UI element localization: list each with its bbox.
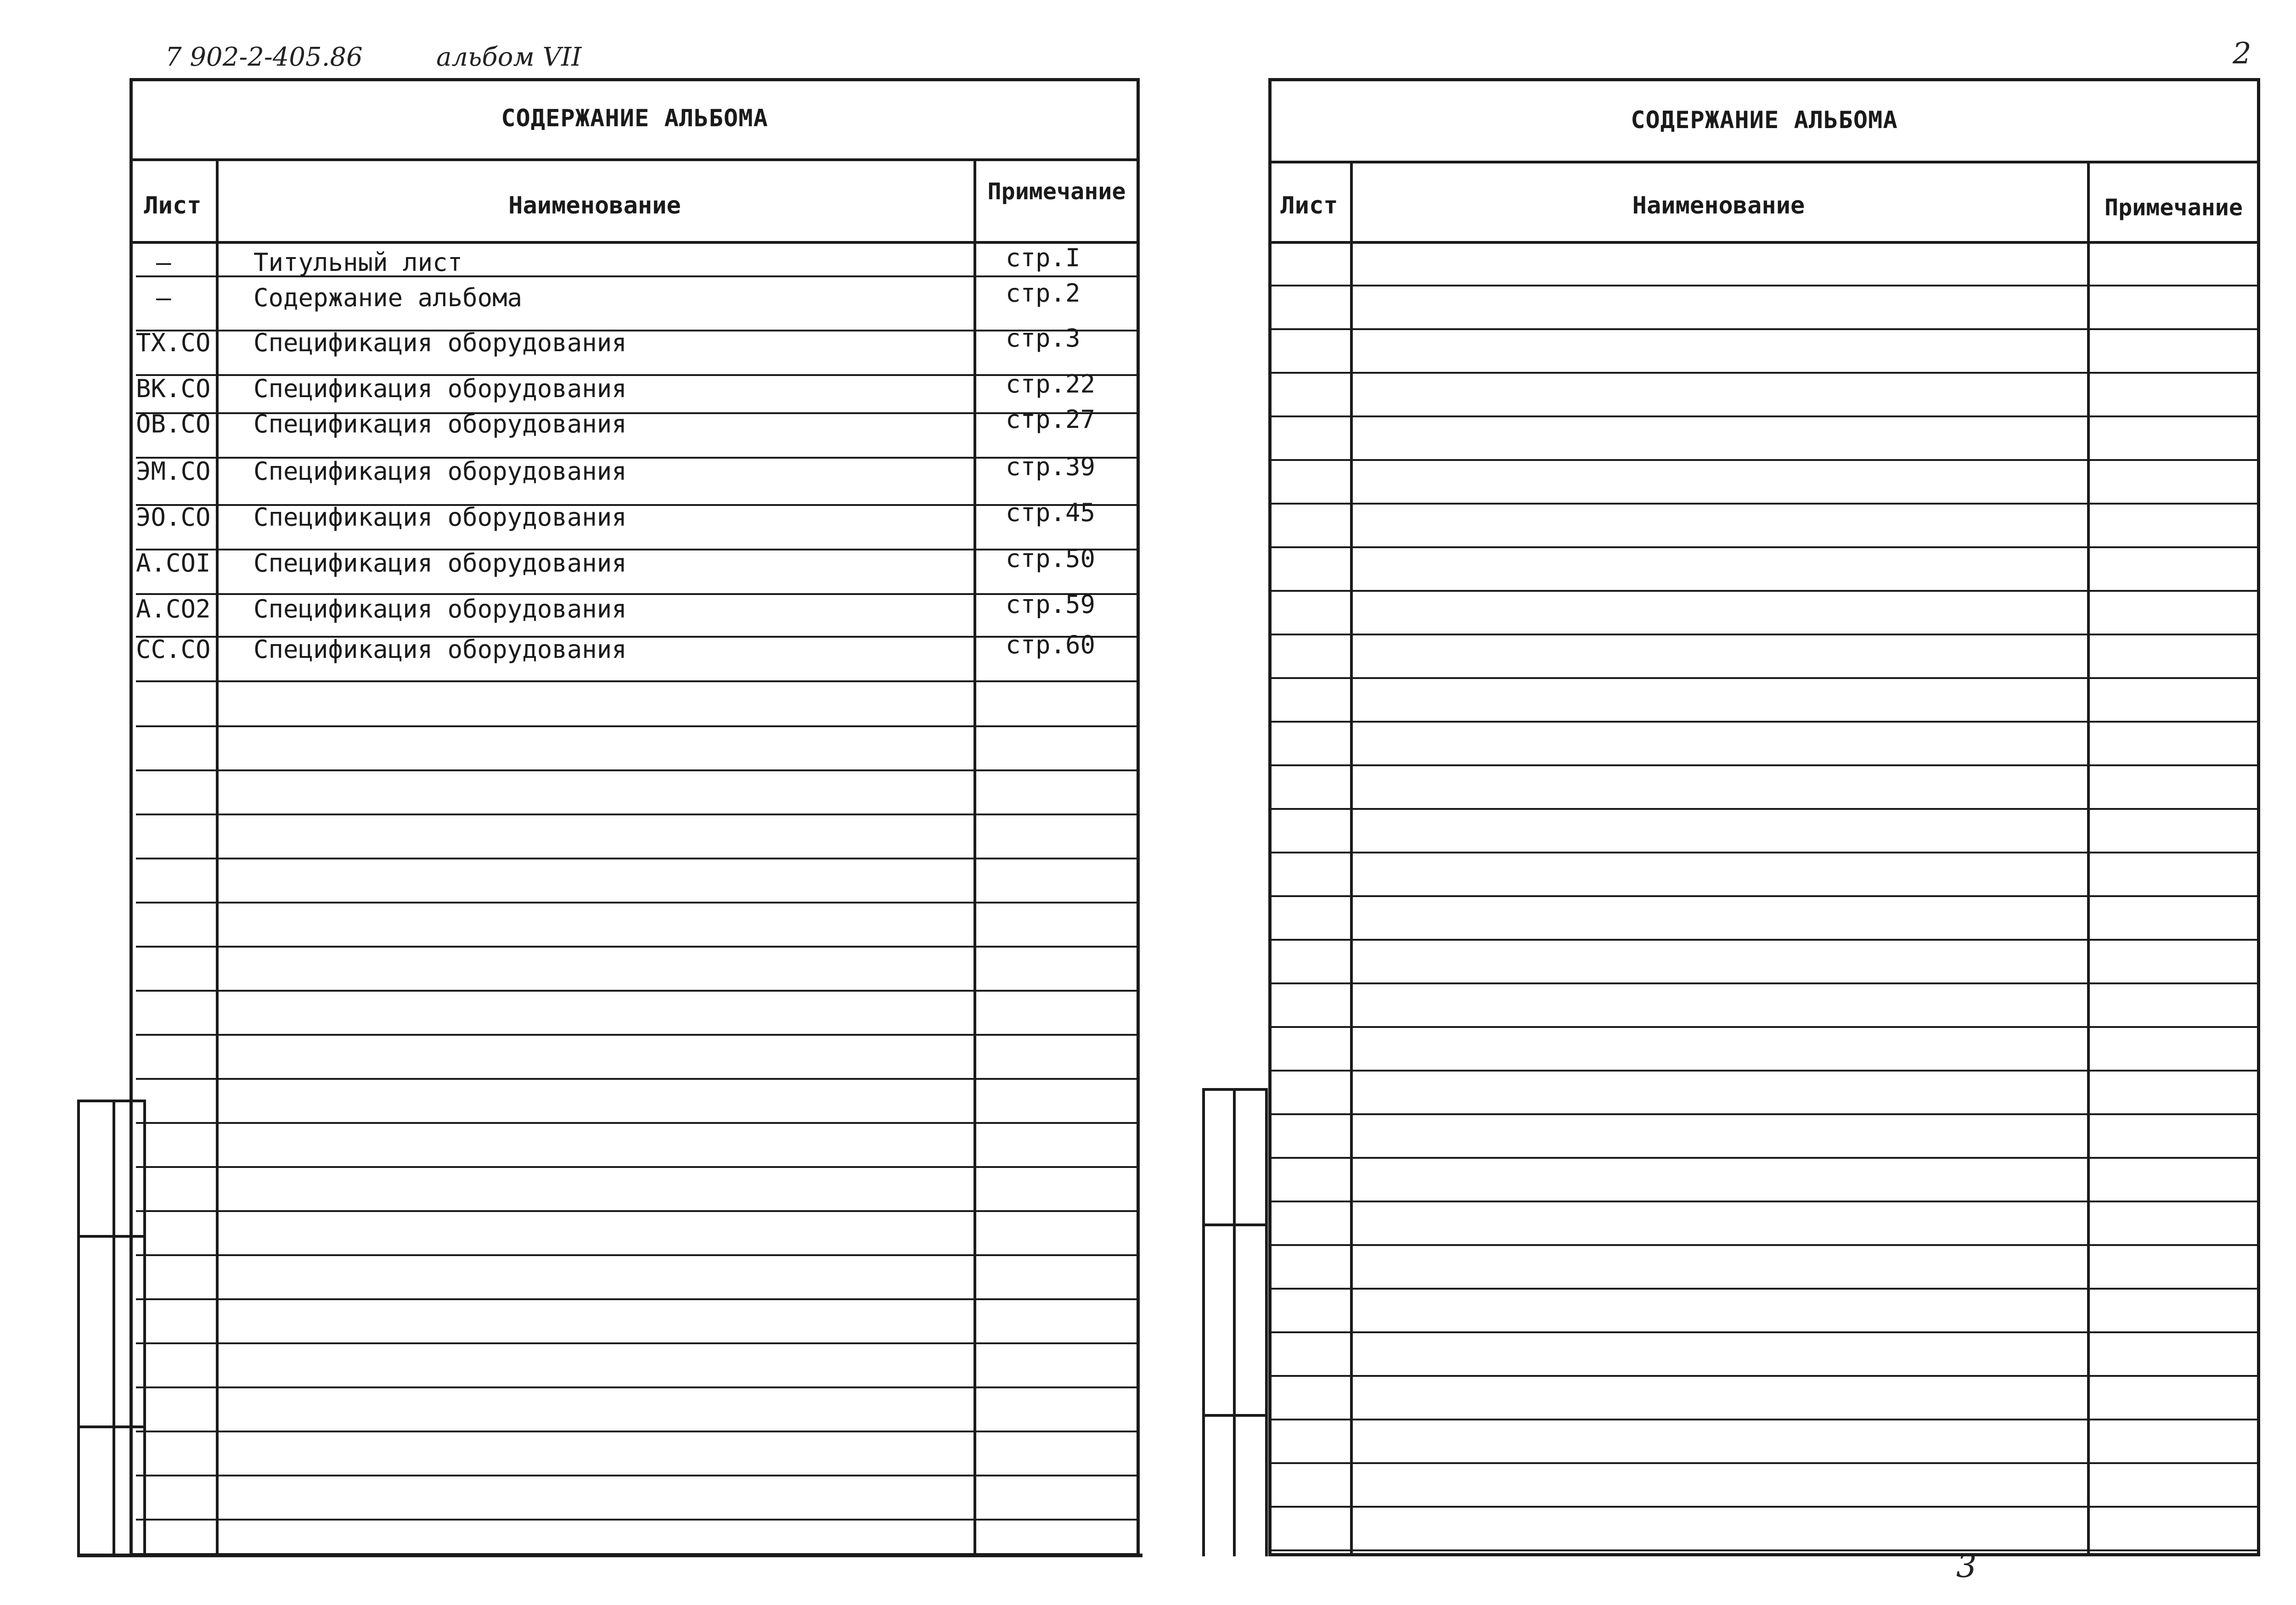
left-title-divider [129, 158, 1140, 161]
right-table-title: СОДЕРЖАНИЕ АЛЬБОМА [1631, 107, 1898, 134]
table-row-line [1268, 852, 2260, 853]
table-row-line [1268, 1549, 2260, 1551]
table-row-line [1268, 1506, 2260, 1508]
table-row-line [1268, 677, 2260, 679]
table-row-note: стр.3 [1006, 324, 1080, 353]
table-row-sheet: А.СО2 [136, 595, 211, 623]
table-row-line [136, 1386, 1140, 1388]
table-row-note: стр.50 [1006, 544, 1096, 573]
table-row-note: стр.45 [1006, 498, 1096, 527]
table-row-note: стр.39 [1006, 452, 1096, 481]
table-row-sheet: А.СОI [136, 549, 211, 578]
table-row-line [136, 1298, 1140, 1300]
table-row-line [136, 374, 1140, 376]
table-row-line [136, 814, 1140, 815]
table-row-line [1268, 1419, 2260, 1420]
table-row-name: Спецификация оборудования [253, 328, 627, 357]
right-col-header-name: Наименование [1632, 192, 1805, 219]
table-row-line [136, 504, 1140, 506]
left-col-header-name: Наименование [508, 192, 681, 219]
left-col-header-sheet: Лист [144, 192, 202, 219]
table-row-line [1268, 1462, 2260, 1464]
table-row-line [1268, 590, 2260, 592]
table-row-line [1268, 285, 2260, 286]
table-row-line [136, 1034, 1140, 1036]
table-row-name: Спецификация оборудования [253, 595, 627, 623]
table-row-line [1268, 1113, 2260, 1115]
table-row-line [136, 1122, 1140, 1124]
table-row-line [1268, 1244, 2260, 1246]
right-col-sep-2 [2087, 161, 2090, 1556]
table-row-line [1268, 808, 2260, 810]
table-row-line [1268, 372, 2260, 374]
table-row-line [1268, 939, 2260, 941]
table-row-line [136, 636, 1140, 638]
table-row-line [136, 593, 1140, 595]
page-number-bottom: 3 [1956, 1547, 1977, 1585]
right-col-header-sheet: Лист [1280, 192, 1338, 219]
table-row-line [1268, 1288, 2260, 1290]
table-row-sheet: ТХ.СО [136, 328, 211, 357]
table-row-line [1268, 1157, 2260, 1159]
page-number-top: 2 [2233, 37, 2251, 71]
table-row-sheet: – [156, 248, 171, 277]
table-row-line [136, 725, 1140, 727]
table-row-line [136, 412, 1140, 414]
table-row-line [136, 1078, 1140, 1080]
table-row-line [136, 1342, 1140, 1344]
table-row-note: стр.27 [1006, 405, 1096, 434]
table-row-line [136, 1475, 1140, 1476]
table-row-name: Спецификация оборудования [253, 549, 627, 578]
table-row-line [136, 946, 1140, 948]
table-row-sheet: СС.СО [136, 635, 211, 664]
table-row-line [1268, 415, 2260, 417]
table-row-line [1268, 721, 2260, 723]
table-row-note: стр.60 [1006, 630, 1096, 659]
table-row-line [136, 549, 1140, 550]
table-row-line [1268, 1201, 2260, 1202]
table-row-line [136, 858, 1140, 859]
right-col-header-note: Примечание [2104, 194, 2243, 221]
left-header-divider [129, 241, 1140, 244]
table-row-name: Спецификация оборудования [253, 410, 627, 438]
table-row-sheet: ОВ.СО [136, 410, 211, 438]
table-row-line [136, 1210, 1140, 1212]
left-col-header-note: Примечание [987, 178, 1126, 205]
table-row-name: Содержание альбома [253, 283, 523, 312]
table-row-line [1268, 1375, 2260, 1377]
table-row-sheet: ВК.СО [136, 374, 211, 403]
left-table-title: СОДЕРЖАНИЕ АЛЬБОМА [501, 105, 768, 132]
table-row-sheet: ЭО.СО [136, 503, 211, 532]
table-row-line [1268, 1331, 2260, 1333]
table-row-note: стр.22 [1006, 370, 1096, 398]
table-row-line [136, 769, 1140, 771]
table-row-sheet: – [156, 283, 171, 312]
table-row-line [136, 1254, 1140, 1256]
table-row-line [1268, 328, 2260, 330]
document-code: 7 902-2-405.86 [165, 42, 363, 72]
table-row-line [136, 1166, 1140, 1168]
table-row-name: Спецификация оборудования [253, 374, 627, 403]
table-row-note: стр.2 [1006, 279, 1080, 308]
table-row-name: Спецификация оборудования [253, 503, 627, 532]
table-row-name: Спецификация оборудования [253, 635, 627, 664]
table-row-line [1268, 1026, 2260, 1028]
right-table-frame [1268, 78, 2260, 1556]
right-title-divider [1268, 161, 2260, 163]
table-row-line [1268, 764, 2260, 766]
table-row-line [1268, 546, 2260, 548]
right-header-divider [1268, 241, 2260, 244]
table-row-line [136, 990, 1140, 992]
album-label: альбом VII [436, 42, 582, 72]
table-row-line [136, 902, 1140, 904]
table-row-note: стр.59 [1006, 590, 1096, 619]
table-row-line [136, 457, 1140, 459]
table-row-line [136, 1431, 1140, 1432]
table-row-line [1268, 634, 2260, 635]
table-row-line [1268, 1070, 2260, 1072]
table-row-line [1268, 459, 2260, 461]
right-col-sep-1 [1350, 161, 1353, 1556]
table-row-line [136, 330, 1140, 331]
table-row-sheet: ЭМ.СО [136, 457, 211, 486]
table-row-line [1268, 982, 2260, 984]
table-row-note: стр.I [1006, 243, 1080, 272]
table-row-line [1268, 895, 2260, 897]
table-row-line [136, 275, 1140, 277]
table-row-name: Спецификация оборудования [253, 457, 627, 486]
table-row-name: Титульный лист [253, 248, 463, 277]
table-row-line [136, 1519, 1140, 1521]
table-row-line [1268, 503, 2260, 505]
table-row-line [136, 680, 1140, 682]
